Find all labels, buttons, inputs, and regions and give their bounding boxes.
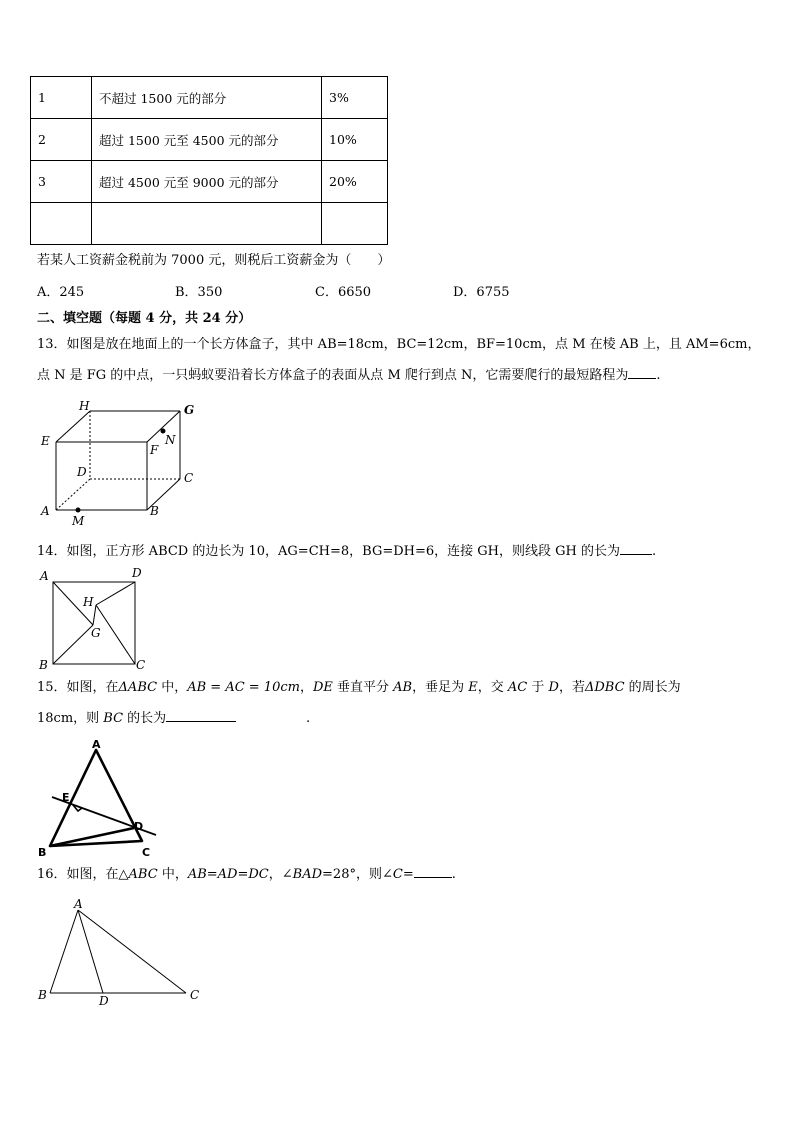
table-cell: 3: [31, 161, 92, 203]
label-b: B: [39, 658, 48, 672]
q15-end: .: [306, 711, 311, 726]
table-row: [31, 203, 388, 245]
q16-math: △ABC: [118, 867, 158, 882]
table-cell: 20%: [322, 161, 388, 203]
q16-math: AB=AD=DC: [187, 867, 269, 882]
q16-text: 中，: [157, 867, 188, 882]
q16-text: ，: [268, 867, 282, 882]
q15-math: D: [548, 680, 559, 695]
label-c: C: [142, 846, 151, 859]
table-cell: 10%: [322, 119, 388, 161]
answer-blank: [628, 378, 656, 379]
q15-text: 18cm，则: [37, 711, 104, 726]
q16-text: .: [451, 867, 456, 882]
q12-option-a: A．245: [37, 285, 85, 300]
q16-text: =28°，则: [322, 867, 382, 882]
square-figure: [34, 565, 154, 673]
label-c: C: [184, 471, 194, 485]
label-f: F: [150, 443, 159, 457]
q15-math: AB = AC = 10cm: [187, 680, 300, 695]
q15-math: ΔDBC: [584, 680, 625, 695]
q13-line2: [37, 367, 661, 385]
triangle-abd-figure: [34, 896, 214, 1010]
q15-line1: [37, 679, 681, 697]
q13-line2-end: .: [656, 368, 661, 383]
q16-math: ∠BAD: [281, 867, 323, 882]
q15-math: AC: [507, 680, 528, 695]
tax-rate-table: [30, 76, 388, 245]
q15-text: 的周长为: [624, 680, 681, 695]
q16-text: 16．如图，在: [37, 867, 119, 882]
label-e: E: [62, 791, 70, 804]
label-b: B: [38, 846, 47, 859]
label-d: D: [132, 566, 142, 580]
q15-math: BC: [103, 711, 124, 726]
answer-blank: [414, 877, 452, 878]
table-row: [31, 119, 388, 161]
label-d: D: [77, 465, 87, 479]
q16-math: ∠C: [381, 867, 403, 882]
q14-line1: [37, 543, 656, 561]
q15-text: 垂直平分: [332, 680, 394, 695]
label-c: C: [190, 988, 200, 1002]
q14-line1-text: 14．如图，正方形 ABCD 的边长为 10，AG=CH=8，BG=DH=6，连接 GH，则线段 GH 的长为: [37, 544, 620, 559]
label-g: G: [184, 403, 195, 417]
q12-option-d: D．6755: [453, 285, 510, 300]
q14-line1-end: .: [651, 544, 657, 559]
table-row: [31, 77, 388, 119]
table-cell: [31, 203, 92, 245]
q12-stem: 若某人工资薪金税前为 7000 元，则税后工资薪金为（ ）: [37, 253, 391, 268]
answer-blank: [620, 554, 652, 555]
q15-text: 15．如图，在: [37, 680, 119, 695]
label-h: H: [83, 595, 94, 609]
label-a: A: [74, 897, 83, 911]
cuboid-figure: [34, 398, 204, 528]
q12-option-c: C．6650: [315, 285, 372, 300]
q15-text: 中，: [157, 680, 188, 695]
q15-math: ΔABC: [118, 680, 158, 695]
label-e: E: [41, 434, 50, 448]
table-cell: [92, 203, 322, 245]
q13-line2-text: 点 N 是 FG 的中点，一只蚂蚁要沿着长方体盒子的表面从点 M 爬行到点 N，它需要爬行的最短路程为: [37, 368, 629, 383]
table-cell: 超过 4500 元至 9000 元的部分: [92, 161, 322, 203]
q15-text: ，: [299, 680, 313, 695]
q15-math: E: [468, 680, 478, 695]
label-a: A: [40, 569, 49, 583]
label-c: C: [136, 658, 146, 672]
label-a: A: [92, 738, 101, 751]
point-m-marker: [76, 508, 81, 513]
label-d: D: [134, 820, 144, 833]
answer-blank: [166, 721, 236, 722]
label-d: D: [99, 994, 109, 1008]
q15-line2: [37, 710, 236, 728]
table-cell: 超过 1500 元至 4500 元的部分: [92, 119, 322, 161]
q16-text: =: [402, 867, 414, 882]
q12-option-b: B．350: [175, 285, 223, 300]
q15-text: 于: [527, 680, 549, 695]
label-g: G: [91, 626, 101, 640]
q15-math: DE: [312, 680, 333, 695]
label-m: M: [72, 514, 85, 528]
label-n: N: [165, 433, 176, 447]
q15-text: ，交: [477, 680, 508, 695]
table-row: [31, 161, 388, 203]
triangle-bisector-figure: [34, 736, 164, 860]
q15-text: ，垂足为: [412, 680, 469, 695]
q15-math: AB: [393, 680, 413, 695]
table-cell: 3%: [322, 77, 388, 119]
label-b: B: [150, 504, 159, 518]
section-heading: 二、填空题（每题 4 分，共 24 分）: [37, 311, 252, 326]
q16-line1: [37, 866, 456, 884]
label-a: A: [41, 504, 50, 518]
q15-text: ，若: [558, 680, 585, 695]
label-h: H: [79, 399, 90, 413]
table-cell: 1: [31, 77, 92, 119]
table-cell: 2: [31, 119, 92, 161]
label-b: B: [38, 988, 47, 1002]
table-cell: 不超过 1500 元的部分: [92, 77, 322, 119]
table-cell: [322, 203, 388, 245]
q15-text: 的长为: [123, 711, 167, 726]
q13-line1: 13．如图是放在地面上的一个长方体盒子，其中 AB=18cm，BC=12cm，BF=10cm，点 M 在棱 AB 上，且 AM=6cm，: [37, 337, 761, 352]
